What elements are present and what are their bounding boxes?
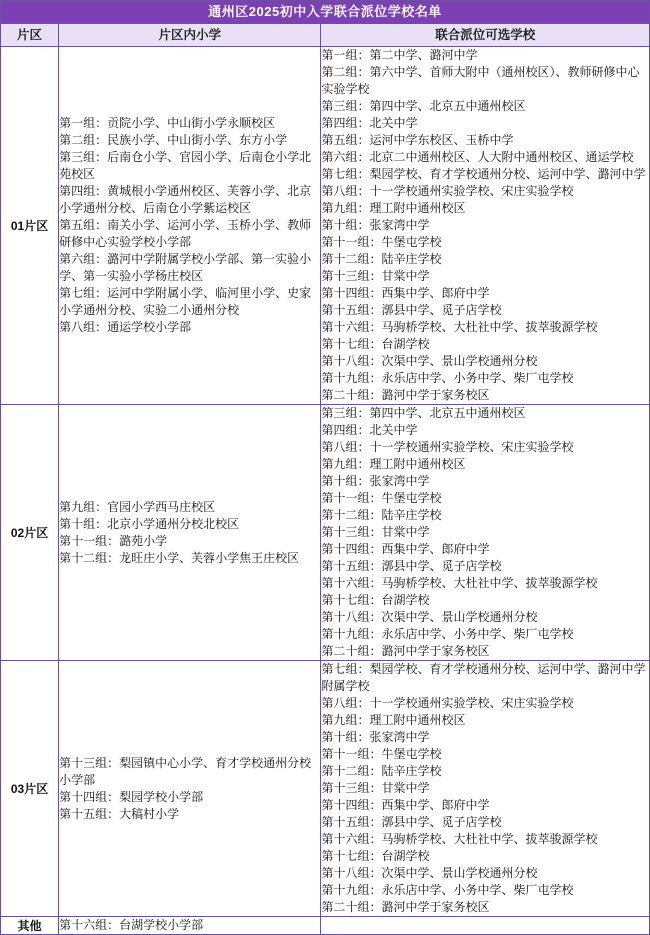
list-item: 第十一组：牛堡屯学校 — [321, 747, 442, 761]
list-item: 第三组：第四中学、北京五中通州校区 — [321, 406, 526, 420]
list-item: 第十四组：梨园学校小学部 — [59, 789, 204, 804]
list-item: 第二组：第六中学、首师大附中（通州校区）、教师研修中心实验学校 — [321, 65, 640, 96]
list-item: 第十八组：次渠中学、景山学校通州分校 — [321, 354, 538, 368]
list-item: 第十组：张家湾中学 — [321, 730, 430, 744]
middle-school-list — [321, 405, 650, 661]
primary-school-list — [59, 405, 321, 661]
zone-label: 02片区 — [1, 405, 59, 661]
table-row — [1, 917, 650, 935]
list-item: 第十六组：马驹桥学校、大杜社中学、拔萃骏源学校 — [321, 832, 598, 846]
list-item: 第十四组：西集中学、郎府中学 — [321, 542, 490, 556]
list-item: 第十五组：漷县中学、觅子店学校 — [321, 559, 502, 573]
list-item: 第八组：十一学校通州实验学校、宋庄实验学校 — [321, 696, 574, 710]
list-item: 第一组：第二中学、潞河中学 — [321, 48, 478, 62]
list-item: 第十二组：龙旺庄小学、芙蓉小学焦王庄校区 — [59, 550, 300, 565]
list-item: 第七组：运河中学附属小学、临河里小学、史家小学通州分校、实验二小通州分校 — [59, 286, 312, 317]
list-item: 第四组：北关中学 — [321, 116, 418, 130]
list-item: 第十五组：大稿村小学 — [59, 806, 180, 821]
list-item: 第十八组：次渠中学、景山学校通州分校 — [321, 610, 538, 624]
list-item: 第十七组：台湖学校 — [321, 337, 430, 351]
list-item: 第七组：梨园学校、育才学校通州分校、运河中学、潞河中学 — [321, 167, 646, 181]
list-item: 第十五组：漷县中学、觅子店学校 — [321, 815, 502, 829]
table-row — [1, 661, 650, 917]
list-item: 第十六组：马驹桥学校、大杜社中学、拔萃骏源学校 — [321, 576, 598, 590]
list-item: 第十七组：台湖学校 — [321, 849, 430, 863]
list-item: 第九组：理工附中通州校区 — [321, 713, 466, 727]
list-item: 第十三组：甘棠中学 — [321, 525, 430, 539]
list-item: 第四组：北关中学 — [321, 423, 418, 437]
list-item: 第五组：运河中学东校区、玉桥中学 — [321, 133, 514, 147]
list-item: 第九组：官园小学西马庄校区 — [59, 499, 216, 514]
list-item: 第十一组：潞苑小学 — [59, 533, 168, 548]
list-item: 第九组：理工附中通州校区 — [321, 201, 466, 215]
table-title-row — [1, 1, 650, 24]
list-item: 第十九组：永乐店中学、小务中学、柴厂屯学校 — [321, 627, 574, 641]
list-item: 第六组：北京二中通州校区、人大附中通州校区、通运学校 — [321, 150, 634, 164]
list-item: 第十七组：台湖学校 — [321, 593, 430, 607]
list-item: 第十三组：梨园镇中心小学、育才学校通州分校小学部 — [59, 755, 312, 787]
list-item: 第十一组：牛堡屯学校 — [321, 491, 442, 505]
list-item: 第十六组：台湖学校小学部 — [59, 918, 204, 932]
list-item: 第七组：梨园学校、育才学校通州分校、运河中学、潞河中学附属学校 — [321, 662, 646, 693]
document-title: 通州区2025初中入学联合派位学校名单 — [1, 1, 650, 24]
zone-label: 01片区 — [1, 47, 59, 405]
zone-label: 03片区 — [1, 661, 59, 917]
table-header-row — [1, 24, 650, 47]
primary-school-list — [59, 917, 321, 935]
list-item: 第二十组：潞河中学于家务校区 — [321, 900, 490, 914]
column-header-zone: 片区 — [1, 24, 59, 47]
list-item: 第十五组：漷县中学、觅子店学校 — [321, 303, 502, 317]
list-item: 第十九组：永乐店中学、小务中学、柴厂屯学校 — [321, 371, 574, 385]
list-item: 第十八组：次渠中学、景山学校通州分校 — [321, 866, 538, 880]
list-item: 第六组：潞河中学附属学校小学部、第一实验小学、第一实验小学杨庄校区 — [59, 252, 312, 283]
list-item: 第九组：理工附中通州校区 — [321, 457, 466, 471]
list-item: 第四组：黄城根小学通州校区、芙蓉小学、北京小学通州分校、后南仓小学紫运校区 — [59, 184, 312, 215]
list-item: 第三组：后南仓小学、官园小学、后南仓小学北苑校区 — [59, 150, 312, 181]
list-item: 第十三组：甘棠中学 — [321, 269, 430, 283]
list-item: 第三组：第四中学、北京五中通州校区 — [321, 99, 526, 113]
middle-school-list — [321, 47, 650, 405]
list-item: 第五组：南关小学、运河小学、玉桥小学、教师研修中心实验学校小学部 — [59, 218, 312, 249]
zone-label: 其他 — [1, 917, 59, 935]
list-item: 第十二组：陆辛庄学校 — [321, 508, 442, 522]
column-header-middle: 联合派位可选学校 — [321, 24, 650, 47]
primary-school-list — [59, 47, 321, 405]
list-item: 第八组：十一学校通州实验学校、宋庄实验学校 — [321, 440, 574, 454]
list-item: 第十三组：甘棠中学 — [321, 781, 430, 795]
list-item: 第十九组：永乐店中学、小务中学、柴厂屯学校 — [321, 883, 574, 897]
middle-school-list — [321, 661, 650, 917]
list-item: 第一组：贡院小学、中山街小学永顺校区 — [59, 116, 276, 130]
list-item: 第二十组：潞河中学于家务校区 — [321, 644, 490, 658]
list-item: 第十组：北京小学通州分校北校区 — [59, 516, 240, 531]
list-item: 第十二组：陆辛庄学校 — [321, 252, 442, 266]
list-item: 第十二组：陆辛庄学校 — [321, 764, 442, 778]
list-item: 第八组：十一学校通州实验学校、宋庄实验学校 — [321, 184, 574, 198]
list-item: 第二十组：潞河中学于家务校区 — [321, 388, 490, 402]
list-item: 第十四组：西集中学、郎府中学 — [321, 798, 490, 812]
list-item: 第十六组：马驹桥学校、大杜社中学、拔萃骏源学校 — [321, 320, 598, 334]
primary-school-list — [59, 661, 321, 917]
list-item: 第十组：张家湾中学 — [321, 218, 430, 232]
list-item: 第十组：张家湾中学 — [321, 474, 430, 488]
table-row — [1, 47, 650, 405]
table-row — [1, 405, 650, 661]
list-item: 第八组：通运学校小学部 — [59, 320, 192, 334]
column-header-primary: 片区内小学 — [59, 24, 321, 47]
list-item: 第十一组：牛堡屯学校 — [321, 235, 442, 249]
list-item: 第二组：民族小学、中山街小学、东方小学 — [59, 133, 288, 147]
list-item: 第十四组：西集中学、郎府中学 — [321, 286, 490, 300]
middle-school-list — [321, 917, 650, 935]
